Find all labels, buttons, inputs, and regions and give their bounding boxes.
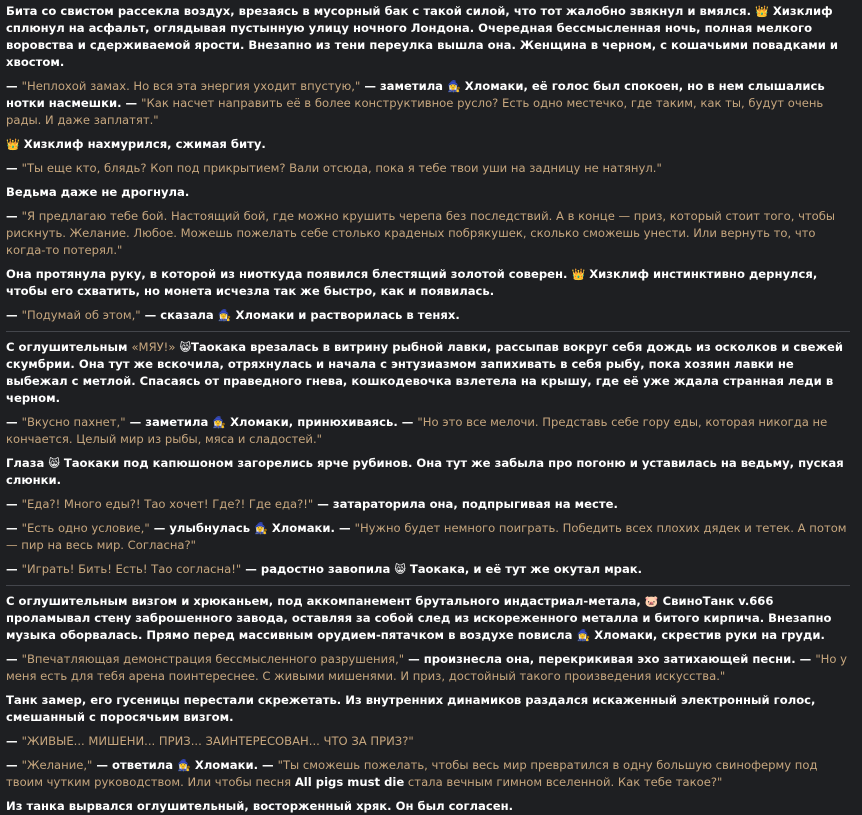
witch-icon: 🧙‍♀️ (447, 80, 461, 93)
message-taokaka (6, 339, 850, 578)
narration-text: Хломаки. — (194, 758, 278, 772)
narration-text: — радостно завопила (241, 562, 395, 576)
dialogue-quote: "ЖИВЫЕ... МИШЕНИ... ПРИЗ... ЗАИНТЕРЕСОВАН... ЧТО ЗА ПРИЗ?" (21, 734, 414, 748)
song-title: All pigs must die (294, 775, 405, 789)
paragraph (6, 414, 850, 448)
witch-icon: 🧙‍♀️ (254, 522, 268, 535)
dash: — (6, 308, 22, 322)
dialogue-quote: "Но это все мелочи. Представь себе гору еды, которая никогда не кончается. Целый мир из рыбы, мяса и сладостей." (6, 415, 828, 446)
paragraph (6, 160, 850, 177)
paragraph (6, 184, 850, 201)
dash: — (6, 415, 22, 429)
narration-text: Таокаки под капюшоном загорелись ярче рубинов. Она тут же забыла про погоню и уставилась на ведьму, пуская слюнки. (6, 456, 844, 487)
paragraph (6, 757, 850, 791)
narration-text: Хизклиф сплюнул на асфальт, оглядывая пустынную улицу ночного Лондона. Очередная бессмысленная ночь, полная мелкого воровства и сдерживаемой ярости. Внезапно из тени переулка вышла она. Женщина в черном, с кошачьими повадками и хвостом. (6, 4, 839, 69)
narration-text: Она протянула руку, в которой из ниоткуда появился блестящий золотой соверен. (6, 267, 572, 281)
narration-text: — произнесла она, перекрикивая эхо затихающей песни. — (404, 652, 816, 666)
dialogue-quote: «МЯУ!» (131, 340, 176, 354)
paragraph (6, 3, 850, 71)
paragraph (6, 651, 850, 685)
dash: — (6, 734, 22, 748)
narration-text: Ведьма даже не дрогнула. (6, 185, 190, 199)
crown-icon: 👑 (755, 5, 769, 18)
section-divider (6, 585, 850, 586)
dialogue-quote: "Я предлагаю тебе бой. Настоящий бой, где можно крушить черепа без последствий. А в конце — приз, который стоит того, чтобы рискнуть. Желание. Любое. Можешь пожелать себе столько краденых побрякушек, сколько сможешь унести. Или вернуть то, что когда-то потерял." (6, 209, 836, 257)
dialogue-quote: "Есть одно условие," (21, 521, 150, 535)
crown-icon: 👑 (571, 268, 586, 281)
crown-icon: 👑 (6, 138, 20, 151)
cat-icon: 😸 (48, 457, 60, 470)
paragraph (6, 798, 850, 815)
paragraph (6, 455, 850, 489)
dash: — (6, 521, 22, 535)
pig-icon: 🐷 (644, 595, 659, 608)
narration-text: Хломаки, её голос был спокоен, но в нем слышались нотки насмешки. — (6, 79, 825, 110)
narration-text: Танк замер, его гусеницы перестали скрежетать. Из внутренних динамиков раздался искаженный электронный голос, смешанный с поросячьим визгом. (6, 693, 816, 724)
dialogue-quote: "Нужно будет немного поиграть. Победить всех плохих дядек и тетек. А потом — пир на весь мир. Согласна?" (6, 521, 847, 552)
paragraph (6, 496, 850, 513)
dash: — (6, 79, 22, 93)
dialogue-quote: стала вечным гимном вселенной. Как тебе такое?" (404, 775, 723, 789)
message-svinotank (6, 593, 850, 815)
narration-text: С оглушительным визгом и хрюканьем, под аккомпанемент брутального индастриал-метала, (6, 594, 645, 608)
dialogue-quote: "Как насчет направить её в более конструктивное русло? Есть одно местечко, где таким, как ты, будут очень рады. И даже заплатят." (6, 96, 824, 127)
dialogue-quote: "Еда?! Много еды?! Тао хочет! Где?! Где еда?!" (21, 497, 314, 511)
narration-text: — затараторила она, подпрыгивая на месте. (313, 497, 618, 511)
narration-text: Хломаки. — (271, 521, 355, 535)
dash: — (6, 652, 22, 666)
cat-icon: 😸 (394, 563, 406, 576)
narration-text: Хломаки и растворилась в тенях. (235, 308, 460, 322)
dialogue-quote: "Подумай об этом," (21, 308, 141, 322)
narration-text: Из танка вырвался оглушительный, восторженный хряк. Он был согласен. (6, 799, 513, 813)
paragraph (6, 561, 850, 578)
dialogue-quote: "Ты сможешь пожелать, чтобы весь мир превратился в одну большую свиноферму под твоим чутким руководством. Или чтобы песня (6, 758, 818, 789)
narration-text: — ответила (92, 758, 178, 772)
narration-text: Глаза (6, 456, 49, 470)
paragraph (6, 520, 850, 554)
dash: — (6, 562, 22, 576)
paragraph (6, 692, 850, 726)
narration-text: — заметила (360, 79, 448, 93)
witch-icon: 🧙‍♀️ (177, 759, 191, 772)
narration-text: Хизклиф инстинктивно дернулся, чтобы его схватить, но монета исчезла так же быстро, как и появилась. (6, 267, 818, 298)
narration-text: — заметила (125, 415, 213, 429)
narration-text: Таокака врезалась в витрину рыбной лавки, рассыпав вокруг себя дождь из осколков и свежей скумбрии. Она тут же вскочила, отряхнулась и начала с энтузиазмом запихивать в себя рыбу, пока хозяин лавки не выбежал с метлой. Спасаясь от праведного гнева, кошкодевочка взлетела на крышу, где её уже ждала странная леди в черном. (6, 340, 843, 405)
dialogue-quote: "Ты еще кто, блядь? Коп под прикрытием? Вали отсюда, пока я тебе твои уши на задницу не натянул." (21, 161, 662, 175)
witch-icon: 🧙‍♀️ (576, 629, 591, 642)
narration-text: СвиноТанк v.666 проламывал стену заброшенного завода, оставляя за собой след из искореженного металла и битого кирпича. Внезапно музыка оборвалась. Прямо перед массивным орудием-пятачком в воздухе повисла (6, 594, 832, 642)
dialogue-quote: "Неплохой замах. Но вся эта энергия уходит впустую," (21, 79, 361, 93)
dialogue-quote: "Желание," (21, 758, 93, 772)
narration-text: Бита со свистом рассекла воздух, врезаясь в мусорный бак с такой силой, что тот жалобно звякнул и вмялся. (6, 4, 756, 18)
narration-text: — улыбнулась (149, 521, 255, 535)
paragraph (6, 733, 850, 750)
cat-icon: 😸 (179, 341, 191, 354)
dash: — (6, 497, 22, 511)
witch-icon: 🧙‍♀️ (217, 309, 232, 322)
paragraph (6, 208, 850, 259)
paragraph (6, 593, 850, 644)
message-heathcliff (6, 3, 850, 324)
witch-icon: 🧙‍♀️ (212, 416, 227, 429)
paragraph (6, 136, 850, 153)
paragraph (6, 307, 850, 324)
section-divider (6, 331, 850, 332)
dialogue-quote: "Играть! Бить! Есть! Тао согласна!" (21, 562, 242, 576)
narration-text: Хломаки, скрестив руки на груди. (594, 628, 825, 642)
paragraph (6, 339, 850, 407)
dash: — (6, 758, 22, 772)
dash: — (6, 209, 22, 223)
dialogue-quote: "Но у меня есть для тебя арена поинтереснее. С живыми мишенями. И приз, достойный такого произведения искусства." (6, 652, 848, 683)
paragraph (6, 78, 850, 129)
narration-text: С оглушительным (6, 340, 132, 354)
dialogue-quote: "Впечатляющая демонстрация бессмысленного разрушения," (21, 652, 405, 666)
dialogue-quote: "Вкусно пахнет," (21, 415, 126, 429)
paragraph (6, 266, 850, 300)
narration-text: — сказала (140, 308, 218, 322)
dash: — (6, 161, 22, 175)
narration-text: Таокака, и её тут же окутал мрак. (409, 562, 643, 576)
narration-text: Хизклиф нахмурился, сжимая биту. (23, 137, 266, 151)
narration-text: Хломаки, принюхиваясь. — (230, 415, 418, 429)
